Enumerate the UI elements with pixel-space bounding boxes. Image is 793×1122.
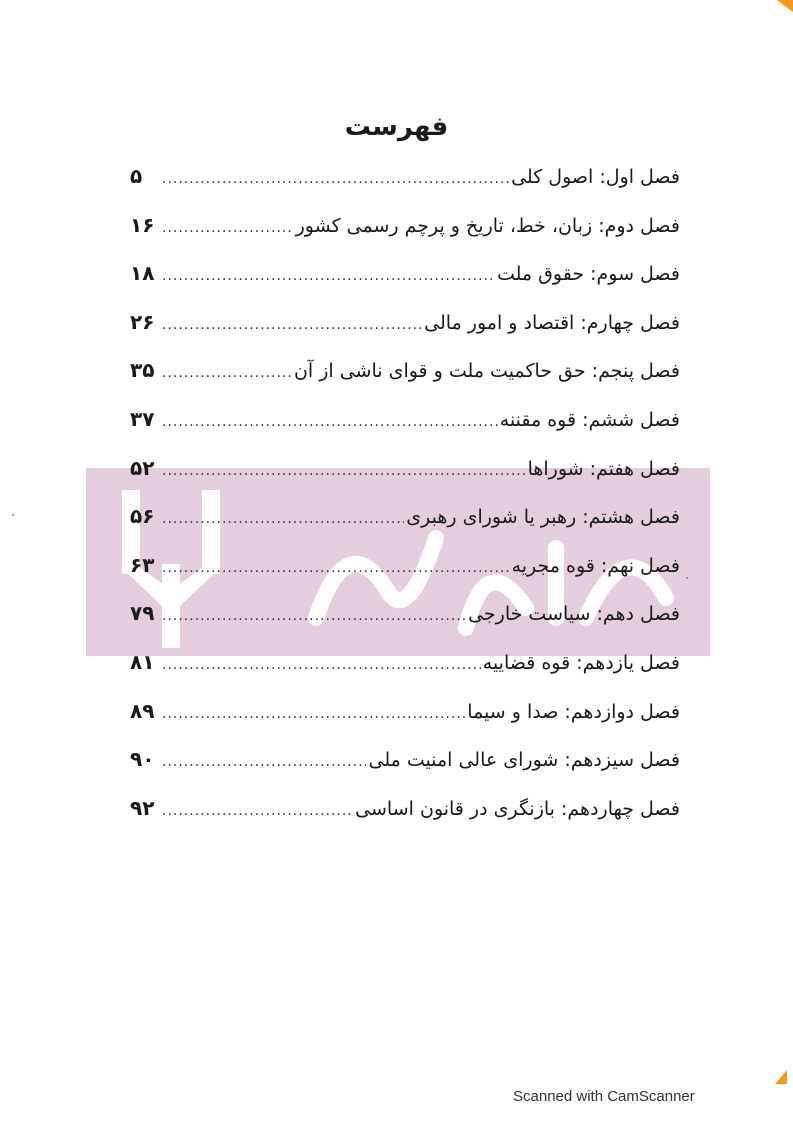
toc-item-label: فصل نهم: قوه مجریه xyxy=(511,554,680,577)
scan-speck xyxy=(12,514,14,516)
toc-item xyxy=(130,407,680,456)
toc-item-label: فصل چهاردهم: بازنگری در قانون اساسی xyxy=(355,797,680,820)
toc-page-number: ۳۷ xyxy=(130,406,155,431)
dot-leader xyxy=(162,463,526,479)
toc-page-number: ۵ xyxy=(130,164,143,188)
toc-item-label: فصل چهارم: اقتصاد و امور مالی xyxy=(424,311,680,334)
dot-leader xyxy=(162,220,294,236)
toc-page-number: ۲۶ xyxy=(130,309,155,334)
toc-item xyxy=(130,747,680,796)
dot-leader xyxy=(162,560,510,576)
dot-leader xyxy=(162,657,481,673)
toc-item xyxy=(130,261,680,310)
corner-marker-bottom xyxy=(775,1070,787,1084)
toc-item-label: فصل اول: اصول کلی xyxy=(511,166,680,188)
toc-page-number: ۵۶ xyxy=(130,504,155,529)
toc-item xyxy=(130,699,680,748)
toc-item-label: فصل پنجم: حق حاکمیت ملت و قوای ناشی از آن xyxy=(293,360,680,383)
toc-page-number: ۸۱ xyxy=(130,649,155,674)
toc-page-number: ۹۲ xyxy=(130,795,155,820)
page-title: فهرست xyxy=(344,112,449,142)
dot-leader xyxy=(162,365,292,381)
toc-item xyxy=(130,796,680,845)
dot-leader xyxy=(162,317,422,333)
corner-marker-top xyxy=(777,0,793,12)
scan-speck xyxy=(686,577,688,579)
toc-item-label: فصل هفتم: شوراها xyxy=(527,457,680,480)
dot-leader xyxy=(162,171,509,187)
toc-item xyxy=(130,601,680,650)
toc-page-number: ۱۸ xyxy=(130,261,155,286)
dot-leader xyxy=(162,608,466,624)
toc-page-number: ۱۶ xyxy=(130,212,155,237)
toc-page-number: ۳۵ xyxy=(130,358,155,383)
toc-item-label: فصل دوازدهم: صدا و سیما xyxy=(467,700,680,723)
toc-page-number: ۶۳ xyxy=(130,552,155,577)
toc-item-label: فصل ششم: قوه مقننه xyxy=(499,408,680,431)
toc-page-number: ۷۹ xyxy=(130,601,155,626)
toc-page-number: ۵۲ xyxy=(130,455,155,480)
toc-item xyxy=(130,213,680,262)
toc-item xyxy=(130,650,680,699)
toc-item xyxy=(130,553,680,602)
toc-page-number: ۸۹ xyxy=(130,698,155,723)
toc-item xyxy=(130,358,680,407)
table-of-contents xyxy=(130,164,680,844)
toc-item-label: فصل یازدهم: قوه قضاییه xyxy=(482,651,680,674)
toc-item xyxy=(130,310,680,359)
scanner-footer: Scanned with CamScanner xyxy=(513,1088,695,1105)
toc-item-label: فصل دهم: سیاست خارجی xyxy=(468,603,680,626)
toc-item-label: فصل دوم: زبان، خط، تاریخ و پرچم رسمی کشور xyxy=(295,214,680,237)
toc-item xyxy=(130,504,680,553)
toc-item-label: فصل هشتم: رهبر یا شورای رهبری xyxy=(406,506,680,529)
dot-leader xyxy=(162,754,366,770)
dot-leader xyxy=(162,706,465,722)
dot-leader xyxy=(162,414,498,430)
toc-page-number: ۹۰ xyxy=(130,747,155,772)
toc-item-label: فصل سیزدهم: شورای عالی امنیت ملی xyxy=(368,749,680,772)
dot-leader xyxy=(162,268,495,284)
dot-leader xyxy=(162,803,353,819)
toc-item xyxy=(130,164,680,213)
toc-item-label: فصل سوم: حقوق ملت xyxy=(496,263,680,286)
dot-leader xyxy=(162,511,404,527)
toc-item xyxy=(130,456,680,505)
